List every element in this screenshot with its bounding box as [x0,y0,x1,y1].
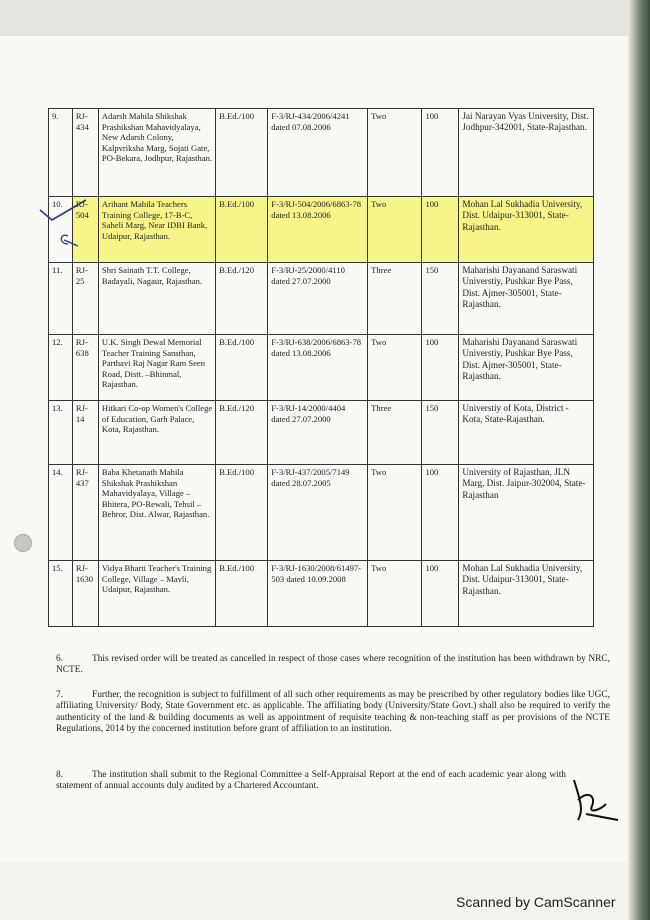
cell-units: Three [368,263,422,335]
cell-intake: 100 [422,335,459,401]
table-row [49,263,594,335]
cell-sl: 15. [49,561,73,627]
cell-intake: 100 [422,197,459,263]
paragraph-number: 6. [56,654,64,664]
cell-institution: U.K. Singh Dewal Memorial Teacher Training Sansthan, Parthavi Raj Nagar Ram Seen Road, Distt. –Bhinmal, Rajasthan. [98,335,215,401]
scan-background-right [628,0,650,920]
cell-course: B.Ed./120 [216,263,268,335]
cell-university: Mohan Lal Sukhadia University, Dist. Udaipur-313001, State-Rajasthan. [459,561,594,627]
table-row [49,465,594,561]
cell-university: Mohan Lal Sukhadia University, Dist. Udaipur-313001, State-Rajasthan. [459,197,594,263]
cell-sl: 11. [49,263,73,335]
cell-code: RJ-14 [72,401,98,465]
cell-institution: Hitkari Co-op Women's College of Education, Garh Palace, Kota, Rajasthan. [98,401,215,465]
table-row [49,109,594,197]
cell-order: F-3/RJ-25/2000/4110 dated 27.07.2000 [268,263,368,335]
cell-university: Jai Narayan Vyas University, Dist. Jodhpur-342001, State-Rajasthan. [459,109,594,197]
cell-units: Two [368,109,422,197]
punch-hole-icon [14,534,32,552]
cell-sl: 14. [49,465,73,561]
scanner-watermark: Scanned by CamScanner [456,894,616,910]
table-row [49,401,594,465]
cell-units: Two [368,561,422,627]
table-row [49,335,594,401]
cell-units: Two [368,197,422,263]
cell-institution: Vidya Bharti Teacher's Training College, Village – Mavli, Udaipur, Rajasthan. [98,561,215,627]
cell-code: RJ-25 [72,263,98,335]
cell-order: F-3/RJ-14/2000/4404 dated 27.07.2000 [268,401,368,465]
institutions-table [48,108,594,627]
paragraph-8 [56,770,566,793]
paragraph-text: The institution shall submit to the Regional Committee a Self-Appraisal Report at the end of each academic year along with statement of annual accounts duly audited by a Chartered Accountant. [56,770,566,792]
cell-course: B.Ed./100 [216,465,268,561]
cell-university: Universtiy of Kota, District - Kota, State-Rajasthan. [459,401,594,465]
cell-units: Two [368,465,422,561]
cell-units: Three [368,401,422,465]
cell-code: RJ-437 [72,465,98,561]
cell-order: F-3/RJ-638/2006/6863-78 dated 13.08.2006 [268,335,368,401]
cell-institution: Arihant Mahila Teachers Training College, 17-B-C, Saheli Marg, Near IDBI Bank, Udaipur, Rajasthan. [98,197,215,263]
cell-order: F-3/RJ-437/2005/7149 dated 28.07.2005 [268,465,368,561]
cell-university: Maharishi Dayanand Saraswati Universtiy, Pushkar Bye Pass, Dist. Ajmer-305001, State-Rajasthan. [459,335,594,401]
paragraph-number: 7. [56,690,64,700]
table-row [49,561,594,627]
cell-intake: 150 [422,401,459,465]
cell-intake: 150 [422,263,459,335]
paragraph-text: This revised order will be treated as cancelled in respect of those cases where recognition of the institution has been withdrawn by NRC, NCTE. [56,654,610,676]
cell-university: Maharishi Dayanand Saraswati Universtiy, Pushkar Bye Pass, Dist. Ajmer-305001, State-Rajasthan. [459,263,594,335]
cell-order: F-3/RJ-504/2006/6863-78 dated 13.08.2006 [268,197,368,263]
signature-icon [566,770,622,830]
cell-sl: 13. [49,401,73,465]
cell-intake: 100 [422,465,459,561]
cell-order: F-3/RJ-1630/2008/61497-503 dated 10.09.2008 [268,561,368,627]
paragraph-number: 8. [56,770,64,780]
cell-course: B.Ed./100 [216,335,268,401]
paragraph-6 [56,654,610,677]
cell-institution: Baba Khetanath Mahila Shikshak Prashikshan Mahavidyalaya, Village – Bhitera, PO-Rewali, Tehsil – Behror, Dist. Alwar, Rajasthan. [98,465,215,561]
cell-course: B.Ed./100 [216,561,268,627]
cell-course: B.Ed./100 [216,197,268,263]
cell-code: RJ-434 [72,109,98,197]
cell-units: Two [368,335,422,401]
cell-intake: 100 [422,561,459,627]
cell-course: B.Ed./120 [216,401,268,465]
cell-code: RJ-638 [72,335,98,401]
scan-background-top [0,0,650,40]
cell-code: RJ-1630 [72,561,98,627]
paragraph-7 [56,690,610,736]
table-row [49,197,594,263]
cell-code: RJ-504 [72,197,98,263]
cell-intake: 100 [422,109,459,197]
cell-institution: Adarsh Mahila Shikshak Prashikshan Mahavidyalaya, New Adarsh Colony, Kalpvriksha Marg, Sojati Gate, PO-Bekara, Jodhpur, Rajasthan. [98,109,215,197]
cell-university: University of Rajasthan, JLN Marg, Dist. Jaipur-302004, State-Rajasthan [459,465,594,561]
cell-sl: 10. [49,197,73,263]
cell-sl: 9. [49,109,73,197]
cell-order: F-3/RJ-434/2006/4241 dated 07.08.2006 [268,109,368,197]
pen-tick-mark-icon [38,196,98,256]
paragraph-text: Further, the recognition is subject to fulfillment of all such other requirements as may be prescribed by other regulatory bodies like UGC, affiliating University/ Body, State Government etc. as applicable. The affiliating body (University/State Govt.) shall also be required to verify the authenticity of the land & building documents as well as appointment of requisite teaching & non-teaching staff as per provisions of the NCTE Regulations, 2014 by the concerned institution before grant of affiliation to an institution. [56,690,610,735]
cell-course: B.Ed./100 [216,109,268,197]
cell-institution: Shri Sainath T.T. College, Badayali, Nagaur, Rajasthan. [98,263,215,335]
cell-sl: 12. [49,335,73,401]
